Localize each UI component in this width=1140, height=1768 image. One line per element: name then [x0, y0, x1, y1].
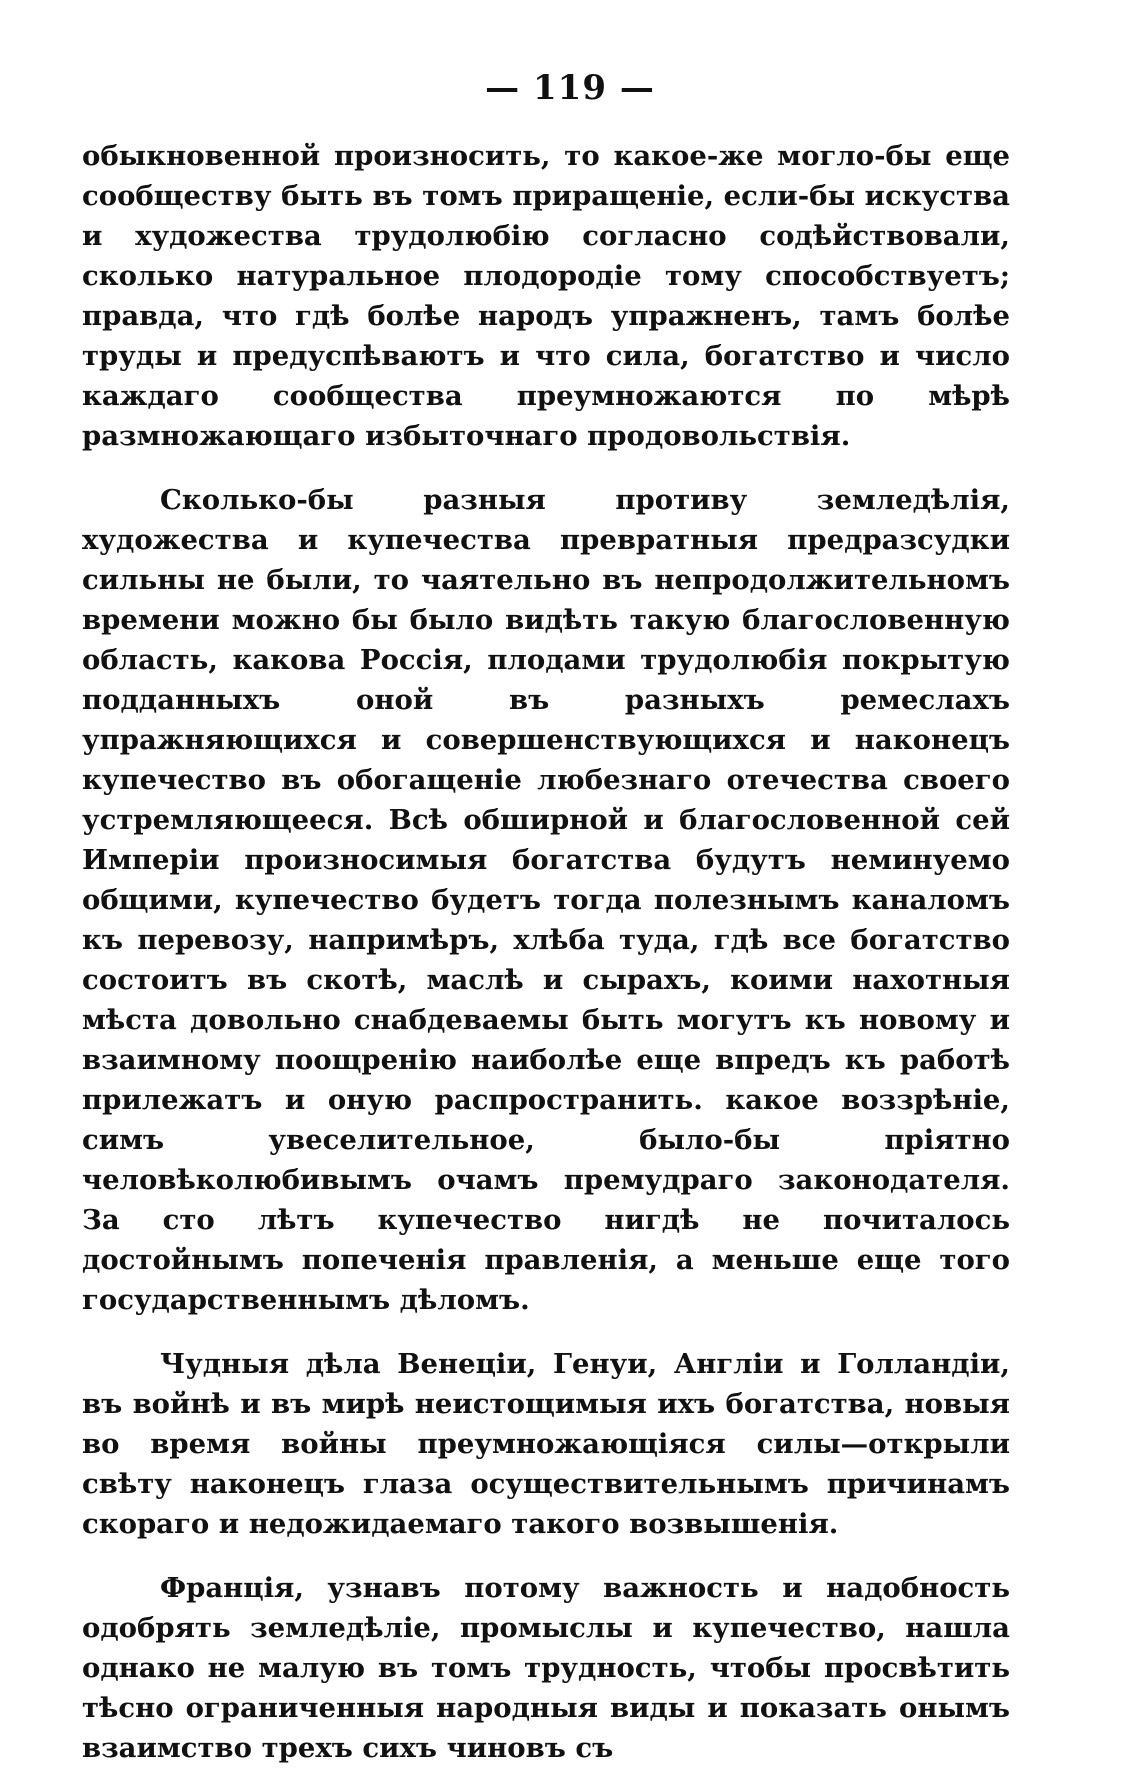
paragraph-continuation: обыкновенной произносить, то какое-же могло-бы еще сообществу быть въ томъ приращеніе, если-бы искуства и художества трудолюбію согласно содѣйствовали, сколько натуральное плодородіе тому способствуетъ; правда, что гдѣ болѣе народъ упражненъ, тамъ болѣе труды и предуспѣваютъ и что сила, богатство и число каждаго сообщества преумножаются по мѣрѣ размножающаго избыточнаго продовольствія. — [82, 140, 1010, 452]
paragraph-france: Франція, узнавъ потому важность и надобность одобрять земледѣліе, промыслы и купечество, нашла однако не малую въ томъ трудность, чтобы просвѣтить тѣсно ограниченныя народныя виды и показать онымъ взаимство трехъ сихъ чиновъ съ — [82, 1572, 1010, 1764]
page-number: — 119 — — [485, 68, 655, 108]
page-body — [82, 136, 1010, 1768]
paragraph-venice-genoa: Чудныя дѣла Венеціи, Генуи, Англіи и Голландіи, въ войнѣ и въ мирѣ неистощимыя ихъ богатства, новыя во время войны преумножающіяся силы—открыли свѣту наконецъ глаза осуществительнымъ причинамъ скораго и недожидаемаго такого возвышенія. — [82, 1348, 1010, 1540]
paragraph-prejudices: Сколько-бы разныя противу земледѣлія, художества и купечества превратныя предразсудки сильны не были, то чаятельно въ непродолжительномъ времени можно бы было видѣть такую благословенную область, какова Россія, плодами трудолюбія покрытую подданныхъ оной въ разныхъ ремеслахъ упражняющихся и совершенствующихся и наконецъ купечество въ обогащеніе любезнаго отечества своего устремляющееся. Всѣ обширной и благословенной сей Имперіи произносимыя богатства будутъ неминуемо общими, купечество будетъ тогда полезнымъ каналомъ къ перевозу, напримѣръ, хлѣба туда, гдѣ все богатство состоитъ въ скотѣ, маслѣ и сырахъ, коими нахотныя мѣста довольно снабдеваемы быть могутъ къ новому и взаимному поощренію наиболѣе еще впредъ къ работѣ прилежатъ и оную распространить. какое воззрѣніе, симъ увеселительное, было-бы пріятно человѣколюбивымъ очамъ премудраго законодателя. За сто лѣтъ купечество нигдѣ не почиталось достойнымъ попеченія правленія, а меньше еще того государственнымъ дѣломъ. — [82, 484, 1010, 1316]
